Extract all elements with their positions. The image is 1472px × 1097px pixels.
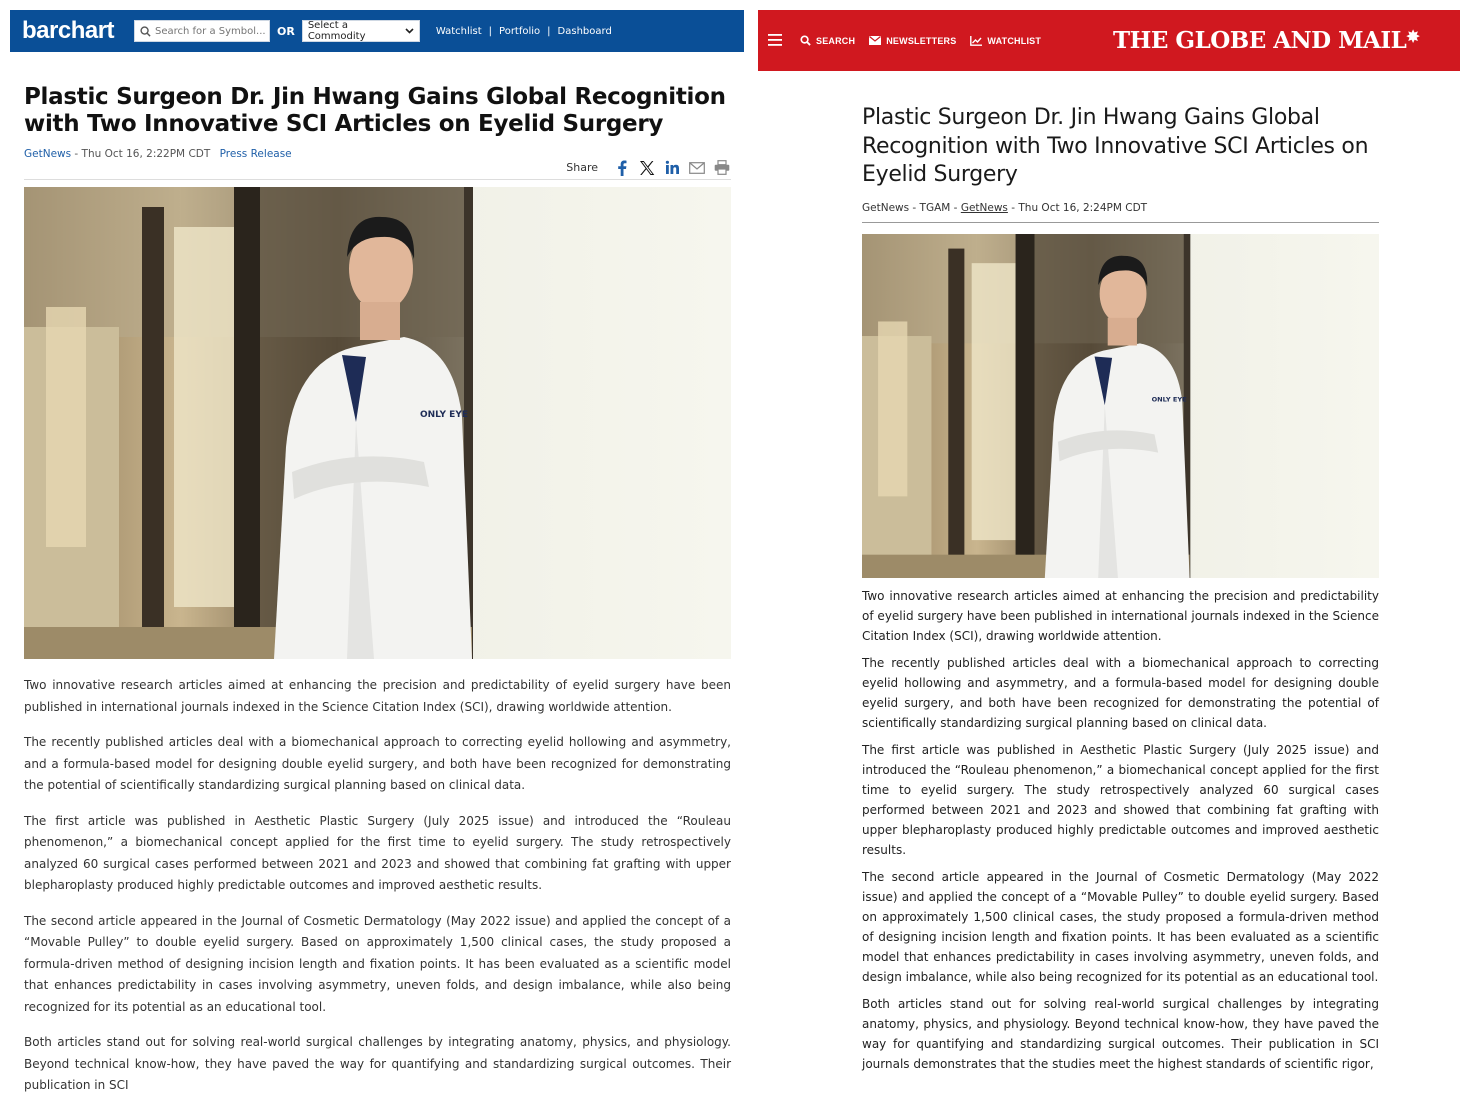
- press-release-link[interactable]: Press Release: [219, 148, 292, 160]
- x-twitter-icon[interactable]: [638, 159, 656, 177]
- nav-separator: |: [488, 25, 493, 37]
- globe-watchlist-label: WATCHLIST: [987, 35, 1042, 46]
- article-body: [24, 675, 731, 1097]
- nav-dashboard-link[interactable]: Dashboard: [557, 25, 612, 37]
- globe-logo[interactable]: [1113, 27, 1419, 54]
- linkedin-icon[interactable]: [663, 159, 681, 177]
- globe-logo-text: THE GLOBE AND MAIL: [1113, 27, 1407, 54]
- globe-search-button[interactable]: [800, 35, 855, 46]
- article-paragraph: The first article was published in Aesthetic Plastic Surgery (July 2025 issue) and introduced the “Rouleau phenomenon,” a biomechanical concept applied for the first time to eyelid surgery. The study retrospectively analyzed 60 surgical cases performed between 2021 and 2023 and showed that combining fat grafting with upper blepharoplasty produced highly predictable outcomes and improved aesthetic results.: [24, 813, 731, 892]
- globe-newsletters-button[interactable]: [869, 36, 956, 46]
- symbol-search-box[interactable]: [134, 20, 270, 42]
- globe-search-label: SEARCH: [816, 35, 856, 46]
- doctor-portrait-image: [862, 234, 1379, 578]
- facebook-icon[interactable]: [613, 159, 631, 177]
- trend-chart-icon: [970, 36, 982, 46]
- globe-panel: [758, 10, 1460, 1080]
- maple-leaf-icon: ✸: [1406, 27, 1420, 46]
- article-date: - Thu Oct 16, 2:24PM CDT: [1007, 201, 1148, 214]
- barchart-logo[interactable]: barchart: [22, 17, 115, 44]
- search-icon: [140, 26, 151, 37]
- article-meta-prefix: GetNews - TGAM -: [862, 201, 961, 214]
- article-title: Plastic Surgeon Dr. Jin Hwang Gains Global Recognition with Two Innovative SCI Articles on Eyelid Surgery: [24, 84, 726, 137]
- article-paragraph: Both articles stand out for solving real-world surgical challenges by integrating anatomy, physics, and physiology. Beyond technical know-how, they have paved the way for quantifying and standardizing surgical outcomes. Their publication in SCI journals demonstrates that the studies meet the highest standards of scientific rigor,: [862, 996, 1379, 1071]
- print-icon[interactable]: [713, 159, 731, 177]
- barchart-header: [10, 10, 744, 52]
- barchart-nav-links: [436, 26, 612, 37]
- article-paragraph: The second article appeared in the Journal of Cosmetic Dermatology (May 2022 issue) and applied the concept of a “Movable Pulley” to double eyelid surgery. Based on approximately 1,500 clinical cases, the study proposed a formula-driven method of designing incision length and fixation points. It has been evaluated as a scientific model that enhances predictability in cases involving asymmetry, uneven folds, and design imbalance, while also being recognized for its potential as an educational tool.: [862, 869, 1379, 984]
- coat-logo-text: ONLY EYE: [1151, 395, 1187, 404]
- commodity-select-label: Select a Commodity: [307, 20, 366, 42]
- email-icon[interactable]: [688, 159, 706, 177]
- share-bar: [24, 160, 731, 180]
- or-label: OR: [277, 24, 295, 38]
- globe-header: [758, 10, 1460, 71]
- article-paragraph: Two innovative research articles aimed at enhancing the precision and predictability of eyelid surgery have been published in international journals indexed in the Science Citation Index (SCI), drawing worldwide attention.: [862, 588, 1379, 643]
- commodity-select[interactable]: [302, 20, 420, 42]
- envelope-icon: [869, 36, 881, 45]
- barchart-panel: [10, 10, 744, 1092]
- article-source-link[interactable]: GetNews: [960, 201, 1008, 214]
- article-meta: [862, 202, 1379, 223]
- search-icon: [800, 35, 811, 46]
- nav-portfolio-link[interactable]: Portfolio: [499, 25, 541, 37]
- article-paragraph: The second article appeared in the Journal of Cosmetic Dermatology (May 2022 issue) and applied the concept of a “Movable Pulley” to double eyelid surgery. Based on approximately 1,500 clinical cases, the study proposed a formula-driven method of designing incision length and fixation points. It has been evaluated as a scientific model that enhances predictability in cases involving asymmetry, uneven folds, and design imbalance, while also being recognized for its potential as an educational tool.: [24, 913, 731, 1014]
- article-body: [862, 586, 1379, 1074]
- article-title: Plastic Surgeon Dr. Jin Hwang Gains Global Recognition with Two Innovative SCI Articles on Eyelid Surgery: [862, 105, 1369, 187]
- article-paragraph: Both articles stand out for solving real-world surgical challenges by integrating anatomy, physics, and physiology. Beyond technical know-how, they have paved the way for quantifying and standardizing surgical outcomes. Their publication in SCI: [24, 1035, 731, 1092]
- coat-logo-text: ONLY EYE: [420, 410, 468, 420]
- chevron-down-icon: [405, 28, 414, 34]
- globe-watchlist-button[interactable]: [970, 36, 1041, 46]
- article-paragraph: The first article was published in Aesthetic Plastic Surgery (July 2025 issue) and introduced the “Rouleau phenomenon,” a biomechanical concept applied for the first time to eyelid surgery. The study retrospectively analyzed 60 surgical cases performed between 2021 and 2023 and showed that combining fat grafting with upper blepharoplasty produced highly predictable outcomes and improved aesthetic results.: [862, 742, 1379, 857]
- barchart-article: [10, 84, 744, 1097]
- article-photo: [862, 234, 1379, 578]
- nav-watchlist-link[interactable]: Watchlist: [435, 25, 482, 37]
- doctor-portrait-image: [24, 187, 731, 659]
- article-date: - Thu Oct 16, 2:22PM CDT: [71, 148, 211, 160]
- hamburger-menu-icon[interactable]: [768, 31, 784, 50]
- globe-newsletters-label: NEWSLETTERS: [886, 35, 957, 46]
- globe-article: [862, 104, 1379, 1074]
- article-paragraph: The recently published articles deal with a biomechanical approach to correcting eyelid hollowing and asymmetry, and a formula-based model for designing double eyelid surgery, and both have been recognized for demonstrating the potential of scientifically standardizing surgical planning based on clinical data.: [24, 735, 731, 792]
- article-paragraph: The recently published articles deal with a biomechanical approach to correcting eyelid hollowing and asymmetry, and a formula-based model for designing double eyelid surgery, and both have been recognized for demonstrating the potential of scientifically standardizing surgical planning based on clinical data.: [862, 655, 1379, 730]
- article-photo: [24, 187, 731, 659]
- symbol-search-input[interactable]: [155, 26, 267, 37]
- article-source-link[interactable]: GetNews: [24, 148, 72, 160]
- article-paragraph: Two innovative research articles aimed at enhancing the precision and predictability of eyelid surgery have been published in international journals indexed in the Science Citation Index (SCI), drawing worldwide attention.: [24, 678, 731, 714]
- nav-separator: |: [547, 25, 551, 37]
- share-label: Share: [566, 161, 598, 174]
